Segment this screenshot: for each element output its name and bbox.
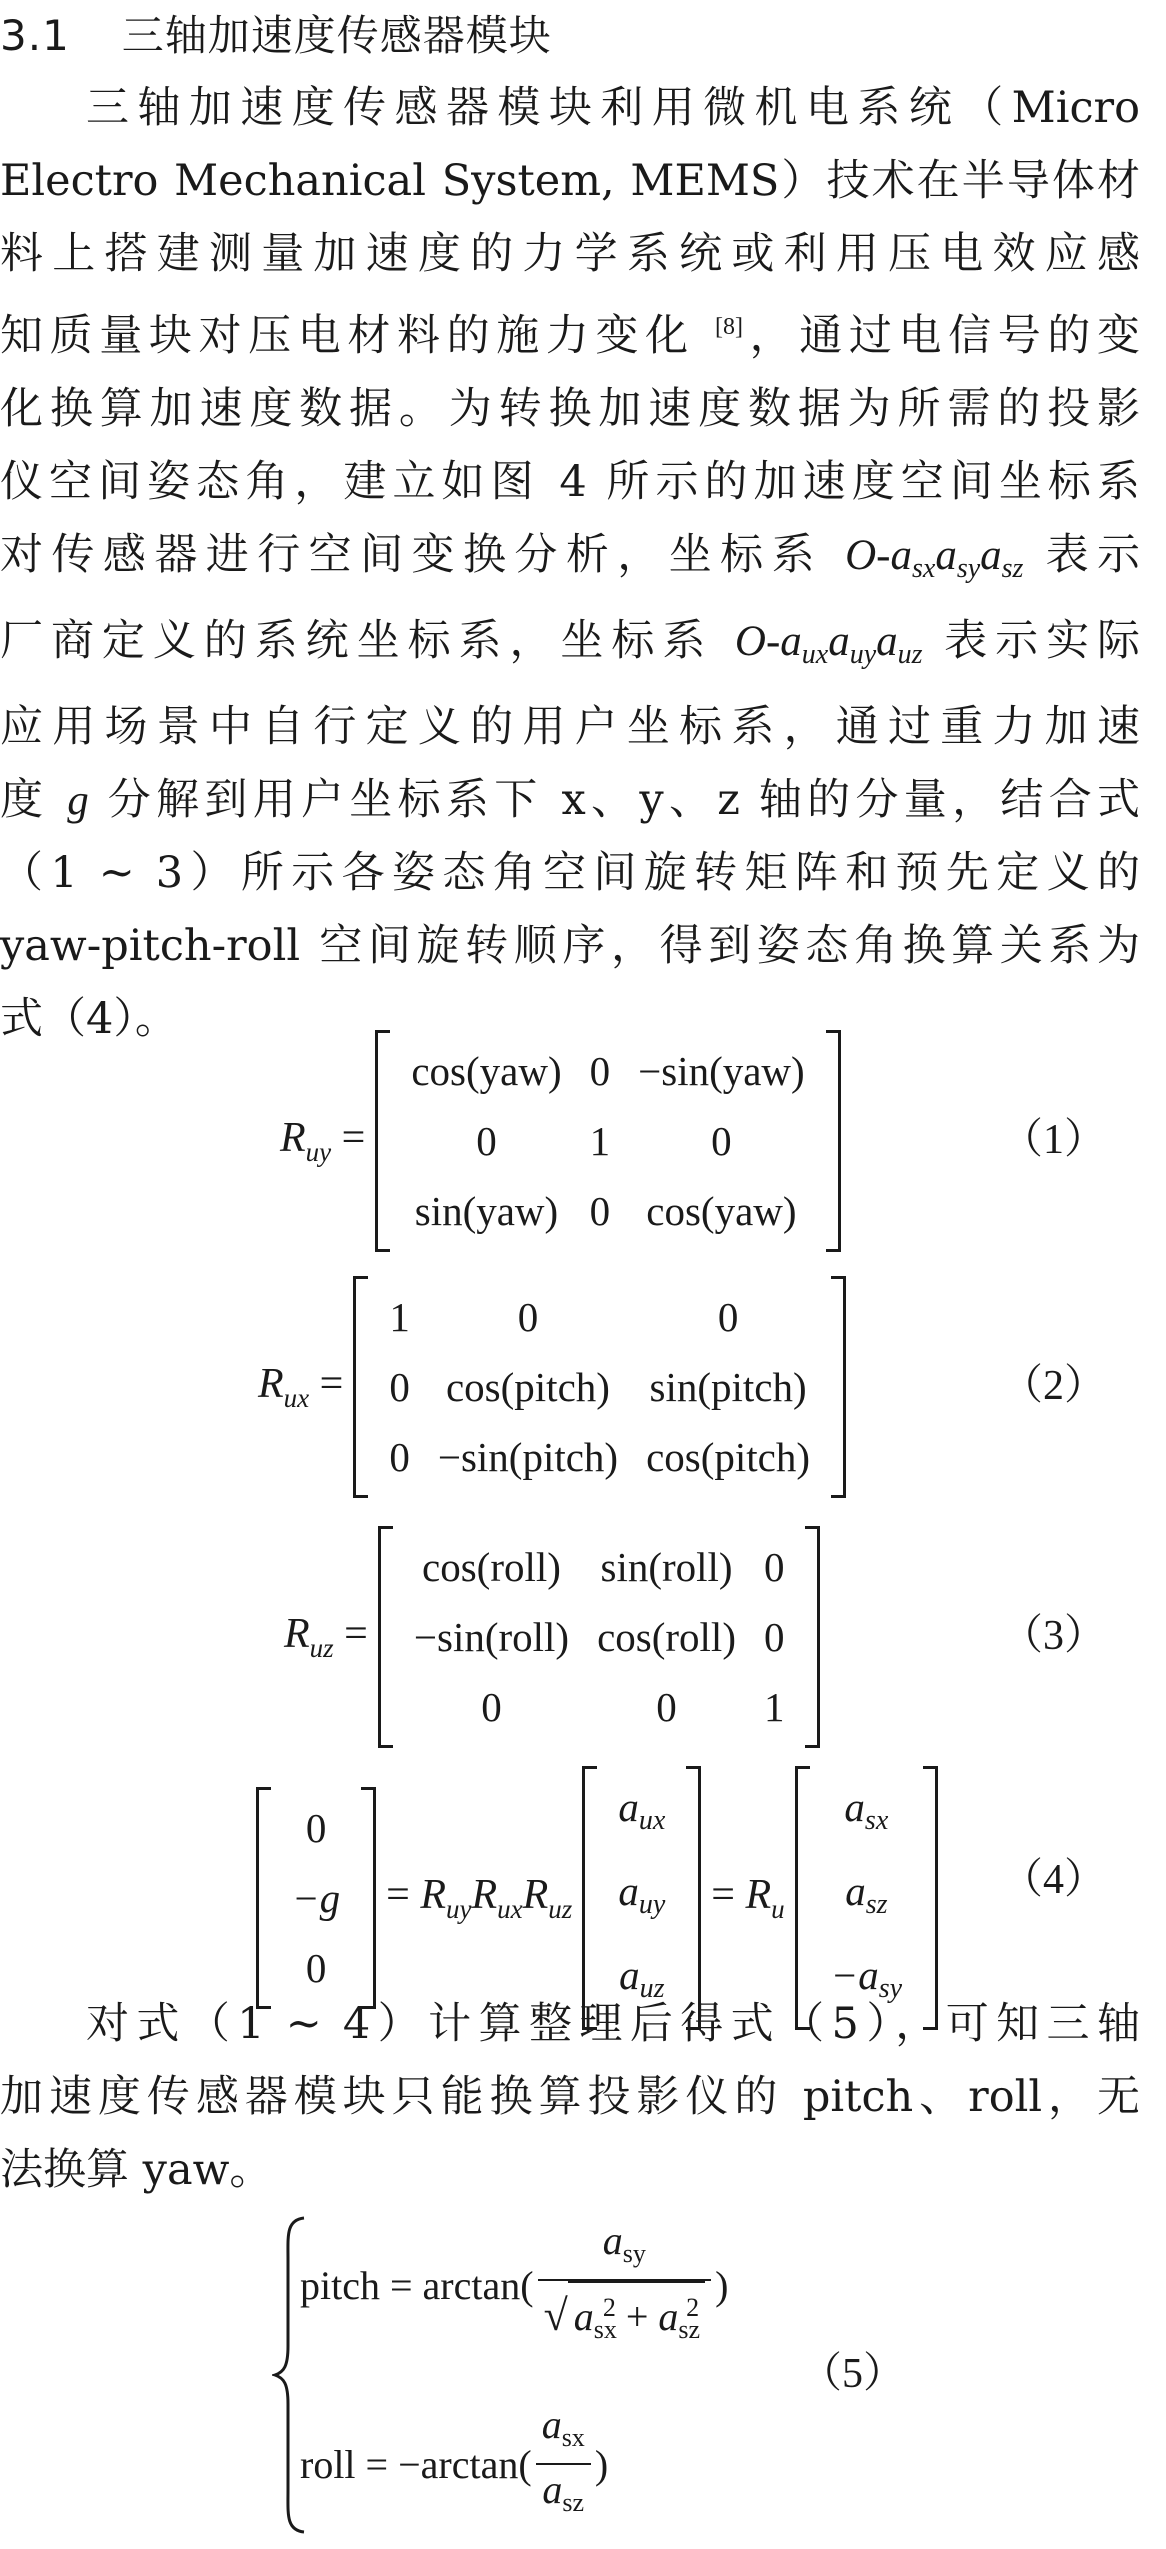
eq1-number: （1）	[1000, 1117, 1106, 1163]
matrix-cell: 1	[763, 1684, 785, 1730]
para1-line-8: 厂商定义的系统坐标系，坐标系 $O-a_{ux}a_{uy}a_{uz}$ 表示实际	[0, 616, 1140, 670]
vector-cell: $a_{sz}$	[845, 1868, 888, 1920]
eq2-number: （2）	[1000, 1363, 1106, 1409]
para1-line-11: （1 ~ 3）所示各姿态角空间旋转矩阵和预先定义的	[0, 848, 1140, 898]
matrix-cell: cos(roll)	[422, 1544, 561, 1590]
para1-line-13: 式（4）。	[0, 994, 178, 1044]
eq2-matrix	[353, 1276, 846, 1498]
para1-line-12: yaw-pitch-roll 空间旋转顺序，得到姿态角换算关系为	[0, 921, 1140, 971]
equation-5	[0, 2210, 1140, 2540]
equation-4	[0, 1766, 1140, 2004]
para1-line-7: 对传感器进行空间变换分析，坐标系 $O-a_{sx}a_{sy}a_{sz}$ 表示	[0, 530, 1140, 584]
eq5-number: （5）	[800, 2351, 906, 2397]
eq5-pitch-fraction: $a_{sy}$ √ $a_{sx}^2 + a_{sz}^2$	[538, 2216, 712, 2355]
para1-line-2: Electro Mechanical System, MEMS）技术在半导体材	[0, 156, 1140, 206]
para1-line-4: 知质量块对压电材料的施力变化 [8]，通过电信号的变	[0, 311, 1140, 361]
matrix-cell: sin(pitch)	[649, 1364, 807, 1410]
matrix-cell: 1	[589, 1118, 611, 1164]
equation-2	[0, 1276, 1140, 1486]
eq3-number: （3）	[1000, 1613, 1106, 1659]
matrix-cell: −sin(yaw)	[638, 1048, 805, 1094]
para2-line-3: 法换算 yaw。	[0, 2145, 273, 2195]
eq5-roll-fraction: $\frac{a_{sx}}{a_{sz}}$	[536, 2400, 591, 2528]
matrix-cell: 0	[476, 1118, 497, 1164]
eq1-lhs: $R_{uy}$ =	[280, 1115, 366, 1167]
eq3-matrix	[378, 1526, 821, 1748]
matrix-cell: cos(roll)	[597, 1614, 736, 1660]
matrix-cell: −sin(pitch)	[437, 1434, 619, 1480]
matrix-cell: 0	[763, 1544, 785, 1590]
para1-line-6: 仪空间姿态角，建立如图 4 所示的加速度空间坐标系	[0, 457, 1140, 507]
matrix-cell: sin(yaw)	[414, 1188, 559, 1234]
matrix-cell: 0	[389, 1434, 410, 1480]
eq4-number: （4）	[1000, 1857, 1106, 1903]
equation-1	[0, 1030, 1140, 1240]
matrix-cell: 0	[717, 1294, 739, 1340]
vector-cell: $a_{sx}$	[844, 1784, 889, 1836]
eq4-rotation-product: = $R_{uy}R_{ux}R_{uz}$	[386, 1872, 573, 1924]
eq5-roll-line: roll = −arctan( $\frac{a_{sx}}{a_{sz}}$ )	[300, 2400, 608, 2528]
matrix-cell: 0	[589, 1048, 611, 1094]
para2-line-1: 对式（1 ~ 4）计算整理后得式（5），可知三轴	[86, 1999, 1140, 2049]
paragraph-1	[0, 72, 1140, 1056]
matrix-cell: 0	[517, 1294, 539, 1340]
para1-line-5: 化换算加速度数据。为转换加速度数据为所需的投影	[0, 384, 1140, 434]
section-title-text: 三轴加速度传感器模块	[121, 11, 552, 60]
vector-cell: 0	[305, 1805, 327, 1851]
paragraph-2	[0, 1988, 1140, 2207]
matrix-cell: cos(pitch)	[445, 1364, 610, 1410]
section-number: 3.1	[0, 11, 70, 60]
matrix-cell: 0	[589, 1188, 611, 1234]
matrix-cell: 0	[656, 1684, 677, 1730]
matrix-cell: cos(yaw)	[411, 1048, 562, 1094]
vector-cell: $a_{uy}$	[618, 1868, 666, 1920]
matrix-cell: −sin(roll)	[413, 1614, 570, 1660]
para1-line-3: 料上搭建测量加速度的力学系统或利用压电效应感	[0, 229, 1140, 279]
matrix-cell: cos(pitch)	[646, 1434, 811, 1480]
para2-line-2: 加速度传感器模块只能换算投影仪的 pitch、roll，无	[0, 2072, 1140, 2122]
vector-cell: 0	[305, 1945, 327, 1991]
matrix-cell: cos(yaw)	[646, 1188, 797, 1234]
matrix-cell: sin(roll)	[600, 1544, 733, 1590]
matrix-cell: 1	[389, 1294, 410, 1340]
section-heading	[0, 4, 552, 68]
eq4-vector-lhs	[256, 1787, 376, 2009]
equation-3	[0, 1526, 1140, 1736]
eq3-lhs: $R_{uz}$ =	[284, 1611, 368, 1663]
para1-line-1: 三轴加速度传感器模块利用微机电系统（Micro	[86, 83, 1140, 133]
citation-ref[interactable]: [8]	[715, 314, 744, 340]
vector-cell: $a_{uz}$	[619, 1952, 665, 2004]
eq1-matrix	[375, 1030, 840, 1252]
para1-line-9: 应用场景中自行定义的用户坐标系，通过重力加速	[0, 702, 1140, 752]
para1-line-10: 度 g 分解到用户坐标系下 x、y、z 轴的分量，结合式	[0, 775, 1140, 825]
matrix-cell: 0	[389, 1364, 410, 1410]
eq4-ru: = $R_u$	[711, 1872, 785, 1924]
vector-cell: −g	[292, 1875, 341, 1921]
matrix-cell: 0	[763, 1614, 785, 1660]
matrix-cell: 0	[481, 1684, 502, 1730]
matrix-cell: 0	[711, 1118, 732, 1164]
vector-cell: $-a_{sy}$	[830, 1952, 903, 2004]
eq2-lhs: $R_{ux}$ =	[258, 1361, 344, 1413]
vector-cell: $a_{ux}$	[618, 1784, 666, 1836]
eq5-pitch-line: pitch = arctan( $a_{sy}$ √ $a_{sx}^2 + a_{sz}^2$ )	[300, 2216, 728, 2355]
